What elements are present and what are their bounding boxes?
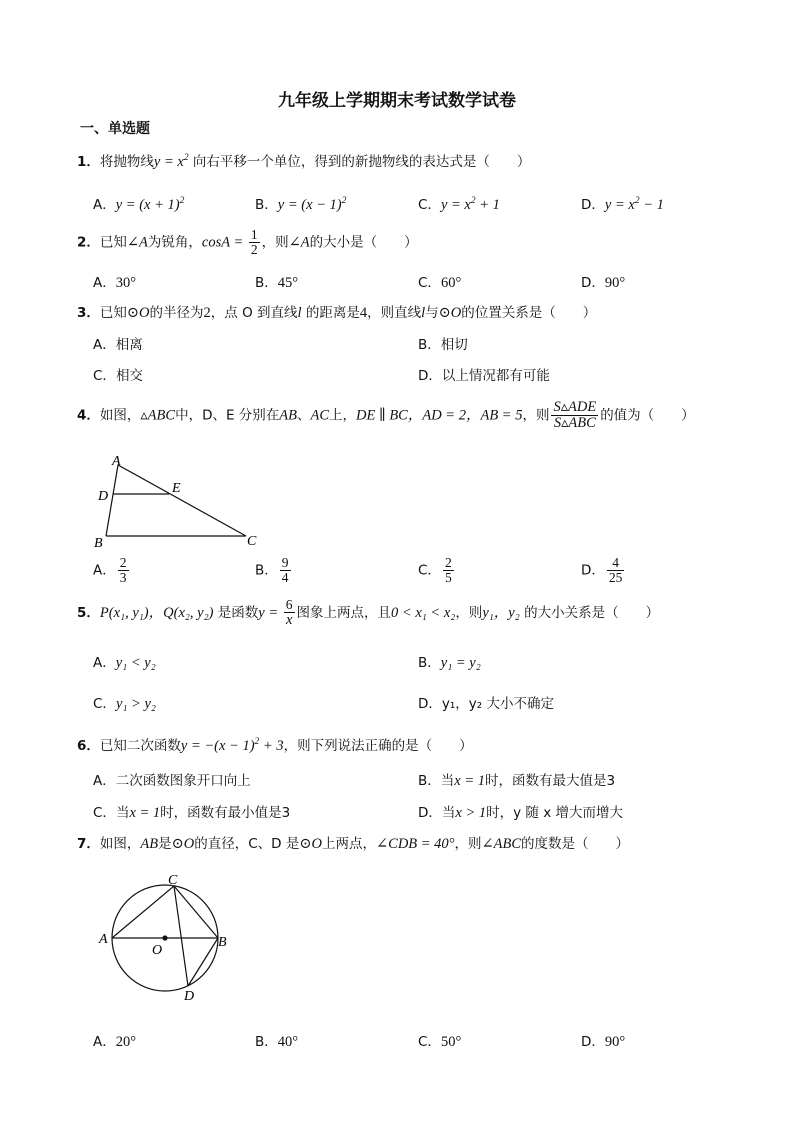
question-5-option-d[interactable]: [418, 692, 554, 712]
math-segment: AB: [279, 407, 298, 424]
stem-text: 中，D、E 分别在: [175, 407, 280, 424]
math-segment: AC: [310, 407, 330, 424]
option-fraction: $\frac{4}{25}$: [608, 555, 623, 586]
option-math: x > 1: [455, 805, 487, 821]
area-ratio-fraction: $\frac{\text{S▵ADE}}{\text{S▵ABC}}$: [553, 399, 597, 432]
question-2-option-c[interactable]: [418, 271, 461, 292]
center-point: [162, 935, 167, 940]
option-fraction: $\frac{9}{4}$: [281, 555, 289, 586]
option-value: y₁，y₂ 大小不确定: [441, 696, 554, 712]
option-label: A．: [93, 197, 116, 213]
math-line: l: [297, 305, 302, 321]
question-4-option-c[interactable]: [418, 556, 456, 585]
figure-label-c: C: [168, 873, 178, 888]
math-number: 4: [359, 305, 368, 321]
question-3-option-d[interactable]: [418, 364, 550, 384]
math-expression: $y = -(x - 1)^2 + 3$: [180, 737, 284, 754]
math-segment: AB: [140, 836, 159, 852]
option-value: y₁ < y₂: [115, 655, 156, 671]
math-circle: ⊙O: [171, 836, 195, 852]
math-point: Q: [163, 605, 174, 622]
stem-text: ，则: [261, 234, 289, 251]
question-2-stem: [77, 228, 418, 257]
figure-label-d: D: [98, 489, 109, 504]
math-angle: ∠A: [126, 234, 148, 251]
option-value: 90°: [604, 275, 626, 291]
question-4-stem: [77, 400, 695, 431]
stem-text: ，则: [455, 605, 483, 622]
option-value: 相切: [440, 337, 468, 353]
option-label: D．: [418, 805, 442, 821]
stem-text: ，则: [522, 407, 550, 424]
option-value: 50°: [440, 1034, 462, 1050]
triangle-figure: [88, 450, 268, 555]
question-7-option-a[interactable]: [93, 1030, 136, 1051]
math-number: 2: [203, 305, 211, 321]
question-5-option-b[interactable]: [418, 651, 481, 672]
stem-text: 如图，: [99, 407, 141, 424]
option-label: D．: [581, 275, 605, 291]
stem-text: 的大小关系是（ ）: [519, 605, 660, 622]
option-value: 二次函数图象开口向上: [115, 773, 251, 789]
stem-text: ，则: [454, 836, 482, 852]
math-condition: ∠CDB = 40°: [376, 836, 455, 852]
option-math: x = 1: [454, 773, 485, 789]
math-cos: cosA =: [201, 234, 247, 251]
option-label: B．: [418, 655, 441, 671]
option-value: 相交: [115, 368, 143, 384]
option-math: $y = (x - 1)^2$: [277, 196, 347, 213]
option-label: C．: [93, 696, 116, 712]
page-title: 九年级上学期期末考试数学试卷: [278, 91, 516, 111]
option-value: 相离: [115, 337, 143, 353]
stem-text: 的距离是: [301, 305, 360, 321]
option-fraction: $\frac{2}{5}$: [444, 555, 452, 586]
option-value: 30°: [115, 275, 137, 291]
question-3-option-a[interactable]: [93, 333, 143, 353]
question-6-stem: [77, 734, 473, 755]
option-label: C．: [93, 805, 116, 821]
option-label: D．: [581, 1034, 605, 1050]
math-angle: ∠ABC: [481, 836, 522, 852]
fraction: $\frac{1}{2}$: [250, 227, 258, 258]
stem-text: 与: [425, 305, 439, 321]
stem-text: 的半径为: [149, 305, 204, 321]
stem-text: 如图，: [99, 836, 141, 852]
stem-text: 已知二次函数: [99, 738, 181, 754]
math-condition: DE ∥ BC，AD = 2，AB = 5: [356, 407, 523, 424]
option-math: x = 1: [129, 805, 161, 821]
question-number: 4．: [77, 407, 100, 424]
figure-label-b: B: [218, 935, 227, 950]
question-5-option-a[interactable]: [93, 651, 156, 672]
stem-text: ，则直线: [367, 305, 422, 321]
question-number: 3．: [77, 305, 100, 321]
stem-text: ，则下列说法正确的是（ ）: [283, 738, 473, 754]
math-circle: ⊙O: [438, 305, 462, 321]
option-text: 时，函数有最大值是3: [485, 773, 616, 789]
option-label: C．: [93, 368, 116, 384]
question-4-option-b[interactable]: [255, 556, 293, 585]
option-text: 当: [115, 805, 130, 821]
math-condition: 0 < x₁ < x₂: [391, 605, 456, 622]
question-1-option-c[interactable]: [418, 193, 500, 214]
math-function: y =: [258, 605, 282, 622]
stem-text: 为锐角，: [147, 234, 202, 251]
question-3-option-b[interactable]: [418, 333, 468, 353]
stem-text: 向右平移一个单位，得到的新抛物线的表达式是（ ）: [188, 154, 531, 170]
option-text: 当: [440, 773, 455, 789]
option-math: $y = (x + 1)^2$: [115, 196, 185, 213]
math-line: l: [421, 305, 426, 321]
question-1-option-d[interactable]: [581, 193, 664, 214]
option-label: A．: [93, 562, 116, 579]
option-label: C．: [418, 562, 441, 579]
question-number: 7．: [77, 836, 100, 852]
question-7-stem: [77, 832, 629, 853]
question-4-option-a[interactable]: [93, 556, 131, 585]
question-6-option-b[interactable]: [418, 769, 615, 790]
option-label: C．: [418, 1034, 441, 1050]
stem-text: 的度数是（ ）: [521, 836, 630, 852]
math-circle: ⊙O: [126, 305, 150, 321]
option-value: 90°: [604, 1034, 626, 1050]
figure-label-a: A: [99, 932, 108, 947]
question-7-option-c[interactable]: [418, 1030, 461, 1051]
option-value: y₁ > y₂: [115, 696, 156, 712]
option-math: $y = x^2 + 1$: [440, 196, 500, 213]
figure-label-a: A: [112, 454, 121, 469]
figure-label-c: C: [247, 534, 257, 549]
option-text: 时，y 随 x 增大而增大: [486, 805, 623, 821]
figure-label-d: D: [184, 989, 195, 1004]
stem-text: 的位置关系是（ ）: [461, 305, 597, 321]
option-label: A．: [93, 275, 116, 291]
stem-text: 是: [158, 836, 172, 852]
option-value: 40°: [277, 1034, 299, 1050]
option-label: C．: [418, 275, 441, 291]
figure-label-o: O: [152, 943, 163, 958]
circle-figure: [95, 868, 245, 1008]
math-coords: (x₁, y₁)，: [108, 605, 164, 622]
stem-text: 是函数: [213, 605, 259, 622]
question-6-option-d[interactable]: [418, 801, 623, 822]
question-6-option-c[interactable]: [93, 801, 290, 822]
question-3-stem: [77, 301, 596, 322]
option-label: A．: [93, 337, 116, 353]
question-2-option-d[interactable]: [581, 271, 625, 292]
option-label: B．: [255, 197, 278, 213]
stem-text: 的直径，C、D 是: [194, 836, 300, 852]
option-label: D．: [418, 696, 442, 712]
option-fraction: $\frac{2}{3}$: [119, 555, 127, 586]
question-4-option-d[interactable]: [581, 556, 626, 585]
option-label: B．: [255, 275, 278, 291]
option-label: C．: [418, 197, 441, 213]
question-number: 1．: [77, 154, 100, 170]
question-7-option-d[interactable]: [581, 1030, 625, 1051]
option-label: B．: [418, 773, 441, 789]
option-label: D．: [581, 197, 605, 213]
option-label: B．: [255, 562, 278, 579]
question-2-option-a[interactable]: [93, 271, 136, 292]
option-value: 45°: [277, 275, 299, 291]
stem-text: ，点 O 到直线: [210, 305, 298, 321]
stem-text: 将抛物线: [99, 154, 154, 170]
triangle-lines: [106, 465, 246, 536]
stem-text: 上，: [329, 407, 357, 424]
option-text: 当: [441, 805, 456, 821]
math-circle: ⊙O: [299, 836, 322, 852]
figure-label-e: E: [172, 481, 181, 496]
question-1-stem: [77, 150, 530, 171]
question-7-option-b[interactable]: [255, 1030, 298, 1051]
stem-text: 、: [297, 407, 311, 424]
math-vars: y₁，y₂: [482, 605, 520, 622]
question-5-option-c[interactable]: [93, 692, 156, 713]
math-triangle: ▵ABC: [140, 407, 176, 424]
stem-text: 的大小是（ ）: [309, 234, 418, 251]
question-2-option-b[interactable]: [255, 271, 298, 292]
fraction: $\frac{6}{x}$: [285, 597, 293, 629]
option-label: A．: [93, 773, 116, 789]
question-number: 2．: [77, 234, 100, 251]
section-heading-single-choice: 一、单选题: [80, 121, 150, 137]
stem-text: 的值为（ ）: [600, 407, 695, 424]
question-1-option-b[interactable]: [255, 193, 346, 214]
option-value: 以上情况都有可能: [441, 368, 550, 384]
option-label: A．: [93, 1034, 116, 1050]
math-expression: $y = x^2$: [153, 153, 189, 170]
figure-label-b: B: [94, 536, 103, 551]
option-value: 60°: [440, 275, 462, 291]
option-text: 时，函数有最小值是3: [160, 805, 291, 821]
option-label: D．: [581, 562, 605, 579]
option-value: 20°: [115, 1034, 137, 1050]
question-1-option-a[interactable]: [93, 193, 184, 214]
question-number: 5．: [77, 605, 100, 622]
question-5-stem: [77, 598, 659, 628]
math-point: P: [99, 605, 109, 622]
question-6-option-a[interactable]: [93, 769, 251, 789]
option-label: D．: [418, 368, 442, 384]
option-value: y₁ = y₂: [440, 655, 481, 671]
math-coords: (x₂, y₂): [173, 605, 214, 622]
option-label: A．: [93, 655, 116, 671]
question-3-option-c[interactable]: [93, 364, 143, 384]
stem-text: 已知: [99, 234, 127, 251]
math-angle: ∠A: [288, 234, 310, 251]
question-number: 6．: [77, 738, 100, 754]
stem-text: 图象上两点，且: [296, 605, 392, 622]
option-label: B．: [418, 337, 441, 353]
stem-text: 上两点，: [322, 836, 376, 852]
stem-text: 已知: [99, 305, 127, 321]
option-label: B．: [255, 1034, 278, 1050]
option-math: $y = x^2 - 1$: [604, 196, 664, 213]
